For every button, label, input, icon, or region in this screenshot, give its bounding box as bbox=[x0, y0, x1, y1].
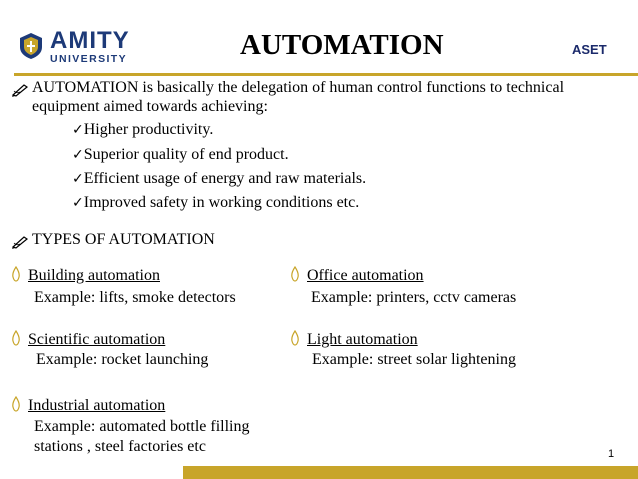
header-rule bbox=[14, 73, 638, 76]
pencil-bullet-icon bbox=[11, 235, 29, 249]
automation-type-example: Example: lifts, smoke detectors bbox=[34, 289, 236, 306]
check-icon: ✓ bbox=[72, 171, 84, 187]
goal-item bbox=[72, 120, 213, 140]
page-number: 1 bbox=[608, 448, 615, 460]
check-icon: ✓ bbox=[72, 195, 84, 211]
amity-university-logo bbox=[14, 26, 142, 66]
flame-bullet-icon bbox=[11, 266, 21, 282]
flame-bullet-icon bbox=[290, 266, 300, 282]
automation-type-example: Example: street solar lightening bbox=[312, 351, 516, 368]
goal-text: Superior quality of end product. bbox=[83, 146, 289, 163]
automation-type-name: Light automation bbox=[307, 331, 418, 348]
check-icon: ✓ bbox=[72, 147, 84, 163]
logo-subtitle: UNIVERSITY bbox=[50, 53, 128, 65]
flame-bullet-icon bbox=[290, 330, 300, 346]
types-heading: TYPES OF AUTOMATION bbox=[32, 231, 215, 248]
aset-tag: ASET bbox=[572, 42, 607, 57]
automation-type-name: Scientific automation bbox=[28, 331, 166, 348]
intro-line-2: equipment aimed towards achieving: bbox=[32, 98, 268, 115]
automation-type-example: Example: printers, cctv cameras bbox=[311, 289, 517, 306]
amity-shield-icon bbox=[18, 32, 44, 60]
flame-bullet-icon bbox=[11, 330, 21, 346]
automation-type-name: Office automation bbox=[307, 267, 424, 284]
goal-item bbox=[72, 193, 359, 213]
check-icon: ✓ bbox=[72, 122, 84, 138]
goal-item bbox=[72, 169, 366, 189]
automation-type-example: Example: automated bottle filling bbox=[34, 418, 250, 435]
pencil-bullet-icon bbox=[11, 83, 29, 97]
goal-item bbox=[72, 145, 289, 165]
flame-bullet-icon bbox=[11, 396, 21, 412]
footer-bar bbox=[183, 466, 638, 479]
goal-text: Efficient usage of energy and raw materials. bbox=[83, 170, 367, 187]
automation-type-name: Industrial automation bbox=[28, 397, 166, 414]
automation-type-name: Building automation bbox=[28, 267, 160, 284]
intro-line-1: AUTOMATION is basically the delegation of human control functions to technical bbox=[32, 79, 565, 96]
automation-type-example: Example: rocket launching bbox=[36, 351, 209, 368]
automation-type-example-continued: stations , steel factories etc bbox=[34, 438, 206, 455]
goal-text: Improved safety in working conditions etc. bbox=[83, 194, 360, 211]
logo-name: AMITY bbox=[50, 27, 130, 54]
goal-text: Higher productivity. bbox=[83, 121, 214, 138]
slide-title: AUTOMATION bbox=[240, 29, 444, 61]
